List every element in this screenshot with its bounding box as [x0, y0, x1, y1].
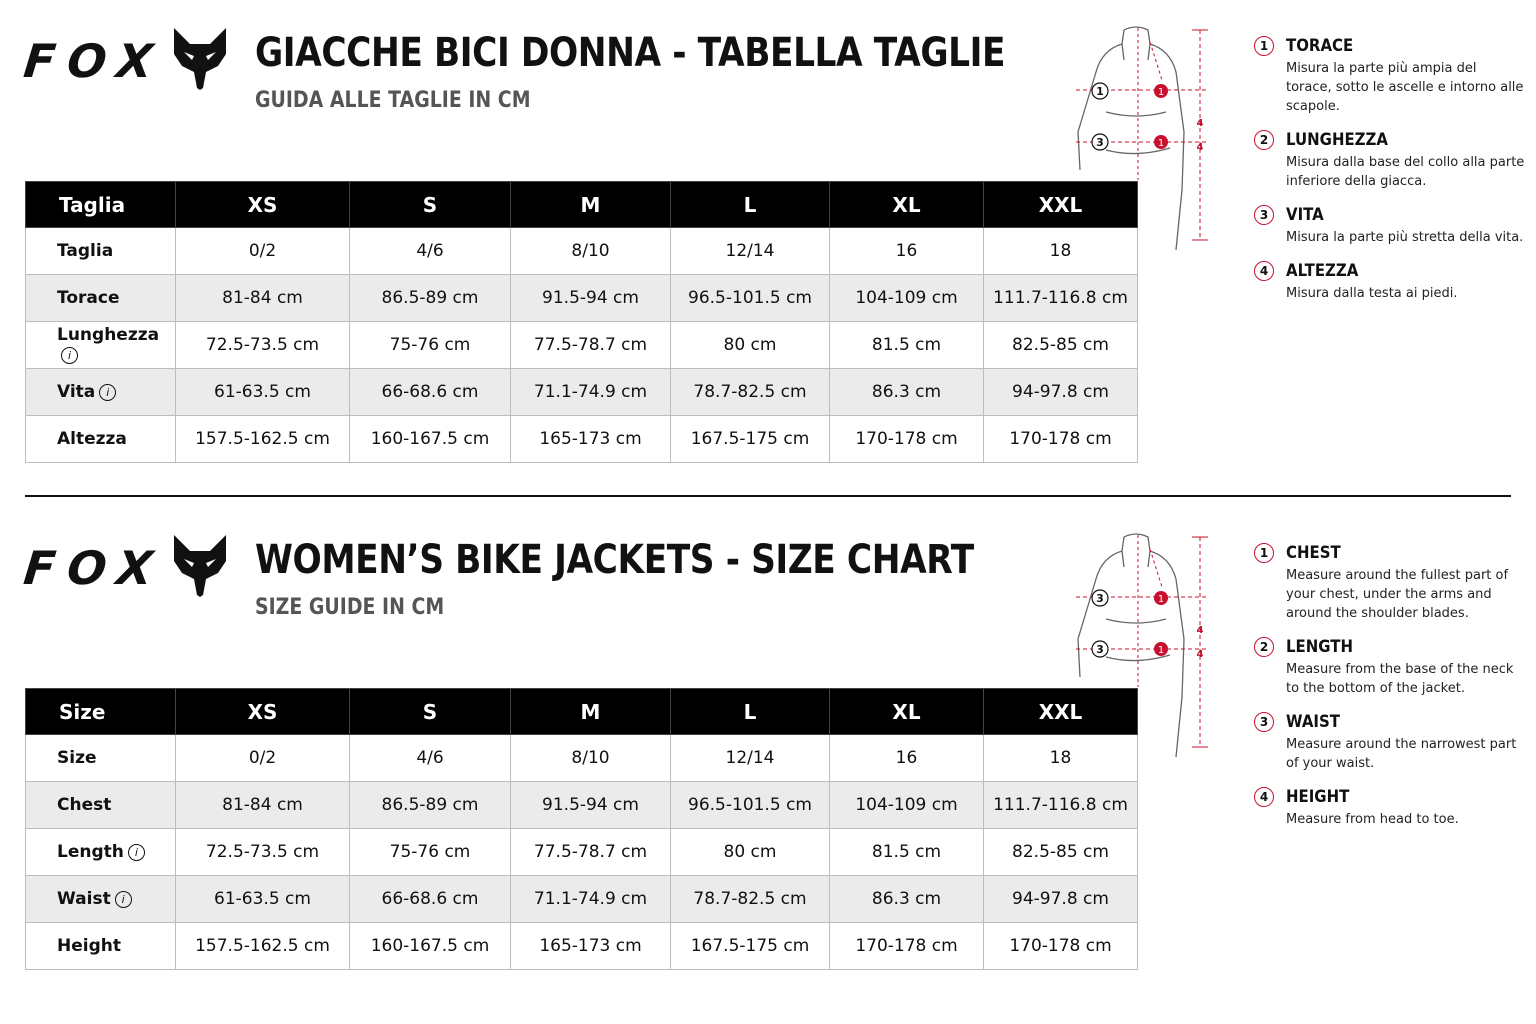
header-cell: Taglia	[26, 182, 176, 228]
body-measurement-figure	[1066, 527, 1246, 767]
row-label	[26, 369, 176, 416]
info-icon[interactable]: i	[128, 844, 145, 861]
row-label-text: Torace	[57, 288, 120, 308]
table-cell: 80 cm	[671, 322, 830, 369]
legend-number: 4	[1254, 261, 1274, 281]
table-cell: 157.5-162.5 cm	[176, 416, 350, 463]
figure-marker-label: 1	[1157, 138, 1165, 149]
figure-marker-label: 1	[1157, 645, 1165, 656]
table-cell: 71.1-74.9 cm	[511, 876, 671, 923]
legend-title: ALTEZZA	[1286, 261, 1359, 281]
legend-description: Misura la parte più ampia del torace, sotto le ascelle e intorno alle scapole.	[1286, 61, 1524, 114]
row-label	[26, 782, 176, 829]
table-cell: 86.5-89 cm	[350, 782, 511, 829]
table-cell: 165-173 cm	[511, 923, 671, 970]
figure-marker-label: 3	[1096, 643, 1104, 656]
table-cell: 91.5-94 cm	[511, 782, 671, 829]
legend-item	[1254, 36, 1529, 116]
table-cell: 81-84 cm	[176, 275, 350, 322]
legend-description: Misura dalla base del collo alla parte inferiore della giacca.	[1286, 155, 1525, 189]
figure-marker-label: 1	[1157, 87, 1165, 98]
table-row	[26, 369, 1138, 416]
header-cell: XL	[830, 689, 984, 735]
figure-marker-label: 3	[1096, 136, 1104, 149]
table-cell: 8/10	[511, 735, 671, 782]
legend-number: 3	[1254, 712, 1274, 732]
table-cell: 96.5-101.5 cm	[671, 275, 830, 322]
header-cell: XXL	[984, 689, 1138, 735]
legend-title: VITA	[1286, 205, 1324, 225]
table-row	[26, 275, 1138, 322]
table-cell: 170-178 cm	[984, 923, 1138, 970]
table-cell: 61-63.5 cm	[176, 876, 350, 923]
table-cell: 167.5-175 cm	[671, 923, 830, 970]
row-label	[26, 876, 176, 923]
table-header-row	[26, 182, 1138, 228]
row-label-text: Altezza	[57, 429, 127, 449]
legend-number: 4	[1254, 787, 1274, 807]
header-cell: S	[350, 689, 511, 735]
table-cell: 94-97.8 cm	[984, 876, 1138, 923]
table-cell: 4/6	[350, 228, 511, 275]
table-row	[26, 735, 1138, 782]
brand-logo-text: FOX	[21, 541, 168, 595]
legend-description: Misura la parte più stretta della vita.	[1286, 230, 1524, 245]
header-cell: XXL	[984, 182, 1138, 228]
legend-number: 2	[1254, 637, 1274, 657]
table-cell: 72.5-73.5 cm	[176, 322, 350, 369]
table-cell: 160-167.5 cm	[350, 923, 511, 970]
table-cell: 111.7-116.8 cm	[984, 782, 1138, 829]
size-table	[25, 181, 1138, 463]
row-label	[26, 416, 176, 463]
fox-head-logo-icon	[170, 533, 230, 597]
section-italian	[0, 0, 1536, 500]
legend-number: 1	[1254, 543, 1274, 563]
table-cell: 72.5-73.5 cm	[176, 829, 350, 876]
header-cell: M	[511, 182, 671, 228]
table-cell: 86.3 cm	[830, 876, 984, 923]
table-cell: 82.5-85 cm	[984, 322, 1138, 369]
row-label-text: Waist	[57, 889, 111, 909]
table-cell: 170-178 cm	[984, 416, 1138, 463]
table-cell: 75-76 cm	[350, 829, 511, 876]
table-row	[26, 322, 1138, 369]
header-cell: XL	[830, 182, 984, 228]
table-cell: 86.5-89 cm	[350, 275, 511, 322]
table-cell: 104-109 cm	[830, 275, 984, 322]
body-measurement-figure	[1066, 20, 1246, 260]
page-subtitle: GUIDA ALLE TAGLIE IN CM	[255, 88, 531, 113]
table-header-row	[26, 689, 1138, 735]
section-divider	[25, 495, 1511, 497]
legend-number: 3	[1254, 205, 1274, 225]
table-cell: 170-178 cm	[830, 923, 984, 970]
table-cell: 66-68.6 cm	[350, 876, 511, 923]
info-icon[interactable]: i	[61, 347, 78, 364]
legend-description: Measure from head to toe.	[1286, 812, 1459, 827]
row-label-text: Length	[57, 842, 124, 862]
legend-item	[1254, 205, 1529, 247]
table-cell: 80 cm	[671, 829, 830, 876]
row-label-text: Taglia	[57, 241, 114, 261]
legend-title: WAIST	[1286, 712, 1340, 732]
table-cell: 0/2	[176, 735, 350, 782]
legend-item	[1254, 787, 1529, 829]
table-cell: 111.7-116.8 cm	[984, 275, 1138, 322]
legend-title: LUNGHEZZA	[1286, 130, 1388, 150]
table-cell: 77.5-78.7 cm	[511, 322, 671, 369]
table-cell: 160-167.5 cm	[350, 416, 511, 463]
table-cell: 75-76 cm	[350, 322, 511, 369]
table-cell: 81.5 cm	[830, 322, 984, 369]
info-icon[interactable]: i	[99, 384, 116, 401]
legend-title: TORACE	[1286, 36, 1354, 56]
table-cell: 81-84 cm	[176, 782, 350, 829]
table-cell: 77.5-78.7 cm	[511, 829, 671, 876]
table-cell: 12/14	[671, 735, 830, 782]
table-cell: 86.3 cm	[830, 369, 984, 416]
legend-item	[1254, 261, 1529, 303]
legend-description: Measure around the fullest part of your chest, under the arms and around the shoulder blades.	[1286, 568, 1509, 621]
row-label	[26, 228, 176, 275]
row-label-text: Height	[57, 936, 121, 956]
table-cell: 157.5-162.5 cm	[176, 923, 350, 970]
table-cell: 0/2	[176, 228, 350, 275]
table-row	[26, 829, 1138, 876]
page-subtitle: SIZE GUIDE IN CM	[255, 595, 445, 620]
legend-description: Misura dalla testa ai piedi.	[1286, 286, 1458, 301]
legend-item	[1254, 637, 1529, 698]
header-cell: M	[511, 689, 671, 735]
size-table	[25, 688, 1138, 970]
table-cell: 170-178 cm	[830, 416, 984, 463]
row-label	[26, 735, 176, 782]
figure-side-marker-label: 4	[1196, 625, 1204, 636]
figure-marker-label: 1	[1157, 594, 1165, 605]
legend-description: Measure from the base of the neck to the bottom of the jacket.	[1286, 662, 1514, 696]
table-cell: 82.5-85 cm	[984, 829, 1138, 876]
table-cell: 78.7-82.5 cm	[671, 876, 830, 923]
figure-side-marker-label: 4	[1196, 142, 1204, 153]
legend-item	[1254, 543, 1529, 623]
table-cell: 18	[984, 735, 1138, 782]
measurement-legend	[1254, 36, 1529, 317]
table-cell: 8/10	[511, 228, 671, 275]
brand-logo-text: FOX	[21, 34, 168, 88]
figure-marker-label: 3	[1096, 592, 1104, 605]
figure-marker-label: 1	[1096, 85, 1104, 98]
info-icon[interactable]: i	[115, 891, 132, 908]
table-cell: 16	[830, 735, 984, 782]
table-cell: 96.5-101.5 cm	[671, 782, 830, 829]
legend-title: CHEST	[1286, 543, 1341, 563]
table-cell: 12/14	[671, 228, 830, 275]
table-cell: 78.7-82.5 cm	[671, 369, 830, 416]
section-english	[0, 507, 1536, 1007]
row-label-text: Lunghezza	[57, 325, 160, 345]
table-row	[26, 923, 1138, 970]
fox-head-logo-icon	[170, 26, 230, 90]
row-label	[26, 829, 176, 876]
legend-number: 1	[1254, 36, 1274, 56]
table-cell: 94-97.8 cm	[984, 369, 1138, 416]
page-title: WOMEN’S BIKE JACKETS - SIZE CHART	[255, 537, 974, 583]
table-cell: 16	[830, 228, 984, 275]
legend-title: HEIGHT	[1286, 787, 1350, 807]
legend-title: LENGTH	[1286, 637, 1354, 657]
header-cell: Size	[26, 689, 176, 735]
legend-number: 2	[1254, 130, 1274, 150]
row-label	[26, 923, 176, 970]
header-cell: S	[350, 182, 511, 228]
header-cell: L	[671, 182, 830, 228]
row-label-text: Chest	[57, 795, 112, 815]
legend-description: Measure around the narrowest part of your waist.	[1286, 737, 1517, 771]
row-label-text: Vita	[57, 382, 96, 402]
table-row	[26, 416, 1138, 463]
header-cell: XS	[176, 689, 350, 735]
page-title: GIACCHE BICI DONNA - TABELLA TAGLIE	[255, 30, 1006, 76]
table-cell: 61-63.5 cm	[176, 369, 350, 416]
table-cell: 71.1-74.9 cm	[511, 369, 671, 416]
row-label-text: Size	[57, 748, 97, 768]
table-cell: 66-68.6 cm	[350, 369, 511, 416]
row-label	[26, 275, 176, 322]
table-cell: 104-109 cm	[830, 782, 984, 829]
row-label	[26, 322, 176, 369]
measurement-legend	[1254, 543, 1529, 843]
table-row	[26, 876, 1138, 923]
figure-side-marker-label: 4	[1196, 118, 1204, 129]
header-cell: L	[671, 689, 830, 735]
table-cell: 4/6	[350, 735, 511, 782]
table-cell: 165-173 cm	[511, 416, 671, 463]
table-row	[26, 228, 1138, 275]
legend-item	[1254, 712, 1529, 773]
legend-item	[1254, 130, 1529, 191]
figure-side-marker-label: 4	[1196, 649, 1204, 660]
table-cell: 91.5-94 cm	[511, 275, 671, 322]
header-cell: XS	[176, 182, 350, 228]
table-row	[26, 782, 1138, 829]
table-cell: 167.5-175 cm	[671, 416, 830, 463]
table-cell: 81.5 cm	[830, 829, 984, 876]
table-cell: 18	[984, 228, 1138, 275]
